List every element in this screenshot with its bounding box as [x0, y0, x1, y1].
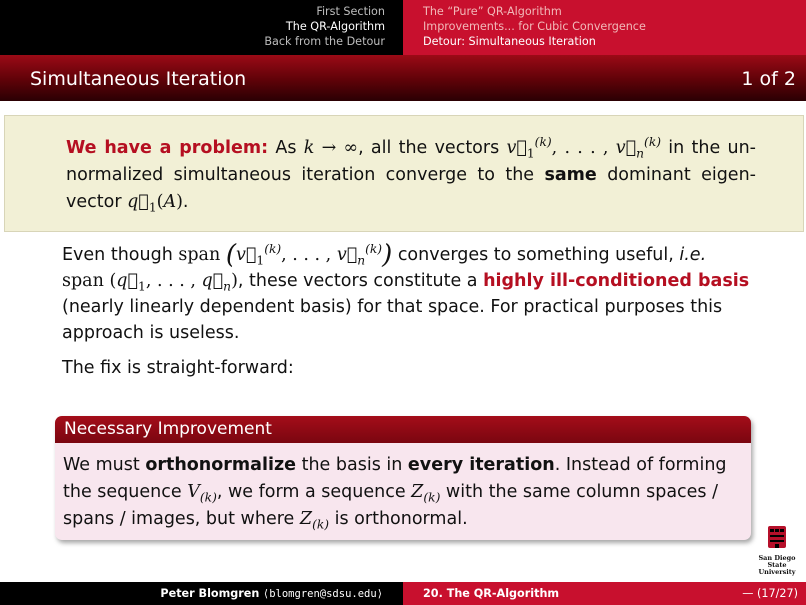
block-text-6: is orthonormal.: [334, 509, 468, 529]
alert-text-2: , all the vectors: [358, 138, 500, 158]
section-navigation: [0, 0, 806, 55]
math-span-q: ($q⃗_1$, . . . , $q⃗_n$): [109, 271, 238, 294]
nav-improvements[interactable]: Improvements... for Cubic Convergence: [423, 20, 646, 33]
block-bold-orthonormalize: orthonormalize: [145, 455, 297, 475]
alert-text-3: in the un-normalized simultaneous iteration converge to the: [66, 138, 756, 185]
nav-pure-qr[interactable]: The “Pure” QR-Algorithm: [423, 5, 562, 18]
logo-line-1: San Diego State: [758, 554, 796, 569]
paragraph-1: [62, 242, 752, 346]
subsection-nav-right: [403, 0, 806, 55]
math-span-vectors: ($v⃗_1^{(k)}$, . . . , $v⃗_n^{(k)}$): [225, 240, 393, 270]
math-span-op: span: [178, 245, 221, 265]
footer-author: Peter Blomgren: [160, 587, 260, 600]
block-text-1: We must: [63, 455, 140, 475]
footer-right: [403, 582, 806, 605]
block-content: [55, 443, 751, 533]
frame-page-counter: 1 of 2: [741, 68, 796, 90]
block-text-5: with the same column spaces / spans / images, but where: [63, 482, 719, 529]
section-nav-left: [0, 0, 403, 55]
math-v-k: $V_{(k)}$: [187, 482, 217, 505]
block-title: Necessary Improvement: [55, 416, 751, 443]
block-bold-every-iteration: every iteration: [407, 455, 555, 475]
logo-line-2: University: [758, 568, 796, 576]
nav-detour-simultaneous[interactable]: Detour: Simultaneous Iteration: [423, 35, 596, 48]
nav-qr-algorithm[interactable]: The QR-Algorithm: [285, 20, 385, 33]
nav-first-section[interactable]: First Section: [316, 5, 385, 18]
math-k-to-infinity: k → ∞: [303, 138, 359, 158]
alert-lead: We have a problem:: [66, 138, 269, 158]
frame-title-bar: [0, 55, 806, 101]
math-span-op-2: span: [62, 271, 104, 291]
block-text-3: . Instead of forming the sequence: [63, 455, 727, 502]
p1-text-c: , these vectors constitute a: [237, 271, 478, 291]
necessary-improvement-block: [55, 416, 751, 540]
logo-emblem-icon: [766, 523, 788, 551]
footer-page-number: — (17/27): [742, 587, 798, 600]
alert-text-1: As: [275, 138, 297, 158]
p1-text-d: (nearly linearly dependent basis) for that space. For practical purposes this approach is useless.: [62, 297, 723, 343]
paragraph-2: The fix is straight-forward:: [62, 358, 294, 378]
math-z-k: $Z_{(k)}$: [411, 482, 441, 505]
math-z-k-2: $Z_{(k)}$: [299, 509, 330, 532]
alert-text: We have a problem: As k → ∞, all the vectors $v⃗_1^{(k)}$, . . . , $v⃗_n^{(k)}$ in the un-normalized simultaneous iteration converge to the same dominant eigen-vector $q⃗_1(A)$.: [66, 135, 756, 215]
math-v-vectors: $v⃗_1^{(k)}$, . . . , $v⃗_n^{(k)}$: [506, 135, 662, 161]
footer: [0, 582, 806, 605]
slide-body: [62, 242, 752, 390]
frame-title: Simultaneous Iteration: [30, 68, 247, 90]
math-q1-of-a: $q⃗_1(A)$: [127, 192, 183, 215]
alert-same: same: [544, 165, 597, 185]
sdsu-logo: [748, 523, 806, 577]
footer-section: 20. The QR-Algorithm: [423, 587, 560, 600]
p1-text-b: converges to something useful,: [397, 245, 674, 265]
block-text-2: the basis in: [301, 455, 403, 475]
footer-email: ⟨blomgren@sdsu.edu⟩: [262, 588, 383, 600]
block-text-4: , we form a sequence: [216, 482, 406, 502]
ill-conditioned-highlight: highly ill-conditioned basis: [483, 271, 750, 291]
p1-text-a: Even though: [62, 245, 173, 265]
nav-back-from-detour[interactable]: Back from the Detour: [264, 35, 385, 48]
footer-left: [0, 582, 403, 605]
alert-text-4: dominant eigen-vector: [66, 165, 756, 212]
ie-italic: i.e.: [679, 245, 707, 265]
alert-box: [4, 115, 804, 232]
